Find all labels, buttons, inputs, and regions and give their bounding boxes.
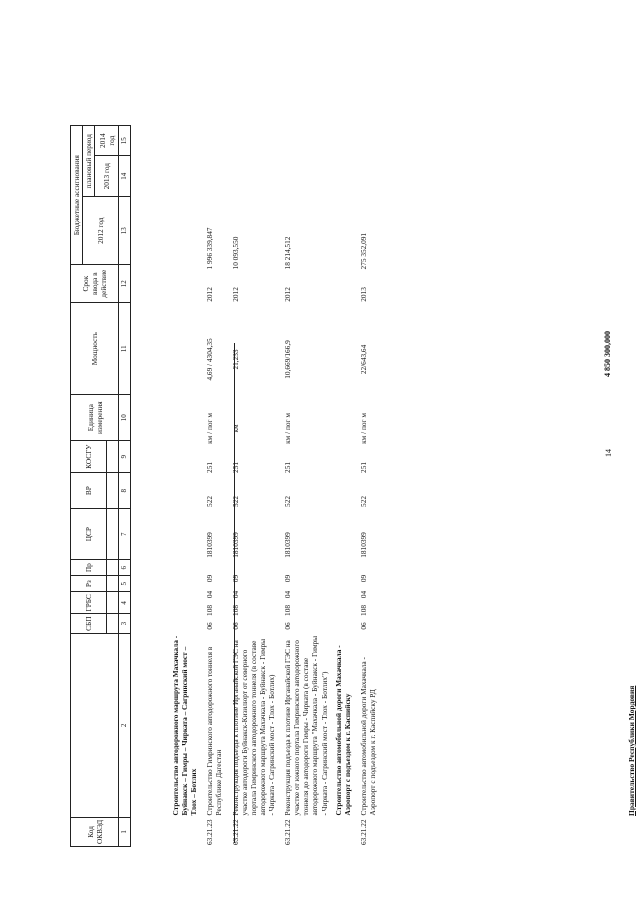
col-number: 4 <box>119 592 131 614</box>
col-number: 8 <box>119 473 131 509</box>
cell-rz: 04 <box>205 590 215 599</box>
section-row <box>330 136 353 847</box>
page-number: 14 <box>604 449 613 457</box>
col-number: 14 <box>119 156 131 197</box>
cell-deadline: 2013 <box>358 287 368 302</box>
cell-csr: 1810399 <box>358 532 368 558</box>
section-spacer <box>330 136 353 633</box>
cell-kosgu: 251 <box>205 461 215 473</box>
cell-unit: км <box>230 424 240 433</box>
header-rz: Рз <box>71 576 107 592</box>
header-planned: плановый период <box>83 126 95 197</box>
cell-okved: 63.21.23 <box>205 819 215 845</box>
header-csr: ЦСР <box>71 509 107 560</box>
header-blank <box>107 592 119 614</box>
cell-rz: 04 <box>230 590 240 599</box>
cell-grbs: 108 <box>205 604 215 616</box>
cell-deadline: 2012 <box>283 287 293 302</box>
header-row-1 <box>71 126 83 847</box>
col-number: 11 <box>119 303 131 395</box>
section-title: Строительство автомобильной дороги Махачкала - Аэропорт с подъездом к г. Каспийску <box>333 645 352 816</box>
table-row <box>277 136 330 847</box>
cell-deadline: 2012 <box>205 287 215 302</box>
cell-sbp: 06 <box>230 622 240 630</box>
col-number: 15 <box>119 126 131 156</box>
header-deadline: Срок ввода в действие <box>71 265 119 303</box>
column-number-row <box>119 126 131 847</box>
cell-y2012: 18 214,512 <box>283 236 293 270</box>
header-2012: 2012 год <box>83 197 119 265</box>
cell-deadline: 2012 <box>230 287 240 302</box>
cell-unit: км / пог м <box>283 413 293 444</box>
cell-pr: 09 <box>358 574 368 583</box>
cell-vr: 522 <box>205 495 215 507</box>
header-pr: Пр <box>71 560 107 576</box>
cell-unit: км / пог м <box>358 413 368 444</box>
header-grbs: ГРБС <box>71 592 107 614</box>
cell-csr: 1810399 <box>283 532 293 558</box>
cell-grbs: 108 <box>358 604 368 616</box>
cell-2013 <box>353 166 378 207</box>
cell-unit: км / пог м <box>205 413 215 444</box>
header-unit: Единица измерения <box>71 395 119 441</box>
cell-vr: 522 <box>283 495 293 507</box>
col-number: 3 <box>119 614 131 633</box>
cell-grbs: 108 <box>230 604 240 616</box>
col-number: 13 <box>119 197 131 265</box>
header-capacity: Мощность <box>71 303 119 395</box>
header-budget: Бюджетные ассигнования <box>71 126 83 265</box>
cell-grbs: 108 <box>283 604 293 616</box>
cell-capacity: 21,233 <box>230 349 240 370</box>
cell-2013 <box>199 166 224 207</box>
header-blank <box>107 509 119 560</box>
cell-2014 <box>225 136 278 166</box>
col-number: 1 <box>119 817 131 846</box>
header-2013: 2013 год <box>95 156 119 197</box>
cell-desc: Строительство автомобильной дороги Махачкала - Аэропорт с подъездом к г. Каспийску РД <box>358 657 377 816</box>
cell-desc: Реконструкция подъезда к плотине Ирганайской ГЭС на участке от южного портала Гимринского автодорожного тоннеля до автодороги Гимры - Чирката (в составе автодорожного маршрута "Махачкала - Буйнакск - Гимры - Чирката - Сагринский мост - Тлох - Ботлих") <box>283 635 329 816</box>
col-number: 7 <box>119 509 131 560</box>
cell-2013 <box>225 166 278 207</box>
section-row <box>167 136 199 847</box>
section-spacer <box>167 817 199 847</box>
col-number: 10 <box>119 395 131 441</box>
header-blank <box>107 473 119 509</box>
table-row <box>199 136 224 847</box>
cell-2013 <box>277 166 330 207</box>
cell-vr: 522 <box>230 495 240 507</box>
header-blank <box>107 560 119 576</box>
header-okved: Код ОКВЭД <box>71 817 119 846</box>
cell-capacity: 22/643,64 <box>358 344 368 375</box>
cell-desc: Реконструкция подъезда к плотине Ирганайской ГЭС на участке автодороги Буйнакск-Кизилюрт от северного портала Гимринского автодорожного тоннеля (в составе автодорожного маршрута Махачкала - Буйнакск - Гимры - Чирката - Сагринский мост - Тлох - Ботлих) <box>230 638 276 816</box>
header-blank <box>107 441 119 473</box>
header-blank <box>107 614 119 633</box>
cell-kosgu: 251 <box>358 461 368 473</box>
cell-kosgu: 251 <box>230 461 240 473</box>
cell-okved: 63.21.22 <box>358 819 368 845</box>
budget-table-body <box>167 136 378 847</box>
cell-okved: 63.21.22 <box>283 819 293 845</box>
cell-2014 <box>199 136 224 166</box>
col-number: 12 <box>119 265 131 303</box>
col-number: 9 <box>119 441 131 473</box>
cell-sbp: 06 <box>205 622 215 630</box>
section-spacer <box>167 136 199 633</box>
cell-y2012: 275 352,091 <box>358 232 368 270</box>
cell-y2012: 1 996 339,847 <box>205 227 215 270</box>
header-2014: 2014 год <box>95 126 119 156</box>
cell-2014 <box>353 136 378 166</box>
col-number: 5 <box>119 576 131 592</box>
section-spacer <box>330 817 353 847</box>
subtotal-heading: Правительство Республики Мордовия <box>627 685 636 816</box>
col-number: 6 <box>119 560 131 576</box>
cell-sbp: 06 <box>283 622 293 630</box>
cell-y2012: 10 093,550 <box>230 236 240 270</box>
cell-sbp: 06 <box>358 622 368 630</box>
header-name <box>71 633 119 817</box>
header-sbp: СБП <box>71 614 107 633</box>
cell-vr: 522 <box>358 495 368 507</box>
cell-rz: 04 <box>283 590 293 599</box>
section-title: Строительство автодорожного маршрута Махачкала - Буйнакск – Гимры – Чирката – Сагринский мост – Тлох – Ботлих <box>171 635 199 816</box>
cell-kosgu: 251 <box>283 461 293 473</box>
cell-capacity: 4,69 / 4304,35 <box>205 338 215 381</box>
table-row <box>353 136 378 847</box>
cell-pr: 09 <box>230 574 240 583</box>
header-vr: ВР <box>71 473 107 509</box>
budget-table <box>70 125 131 847</box>
cell-capacity: 10,669/166,9 <box>283 340 293 379</box>
cell-okved: 63.21.22 <box>230 819 240 845</box>
cell-csr: 1810399 <box>230 532 240 558</box>
header-blank <box>107 576 119 592</box>
cell-2014 <box>277 136 330 166</box>
cell-pr: 09 <box>205 574 215 583</box>
table-row <box>225 136 278 847</box>
grand-total: 4 850 300,000 <box>603 331 612 377</box>
header-kosgu: КОСГУ <box>71 441 107 473</box>
col-number: 2 <box>119 633 131 817</box>
cell-csr: 1810399 <box>205 532 215 558</box>
cell-desc: Строительство Гимринского автодорожного тоннеля в Республике Дагестан <box>205 646 224 816</box>
cell-rz: 04 <box>358 590 368 599</box>
cell-pr: 09 <box>283 574 293 583</box>
